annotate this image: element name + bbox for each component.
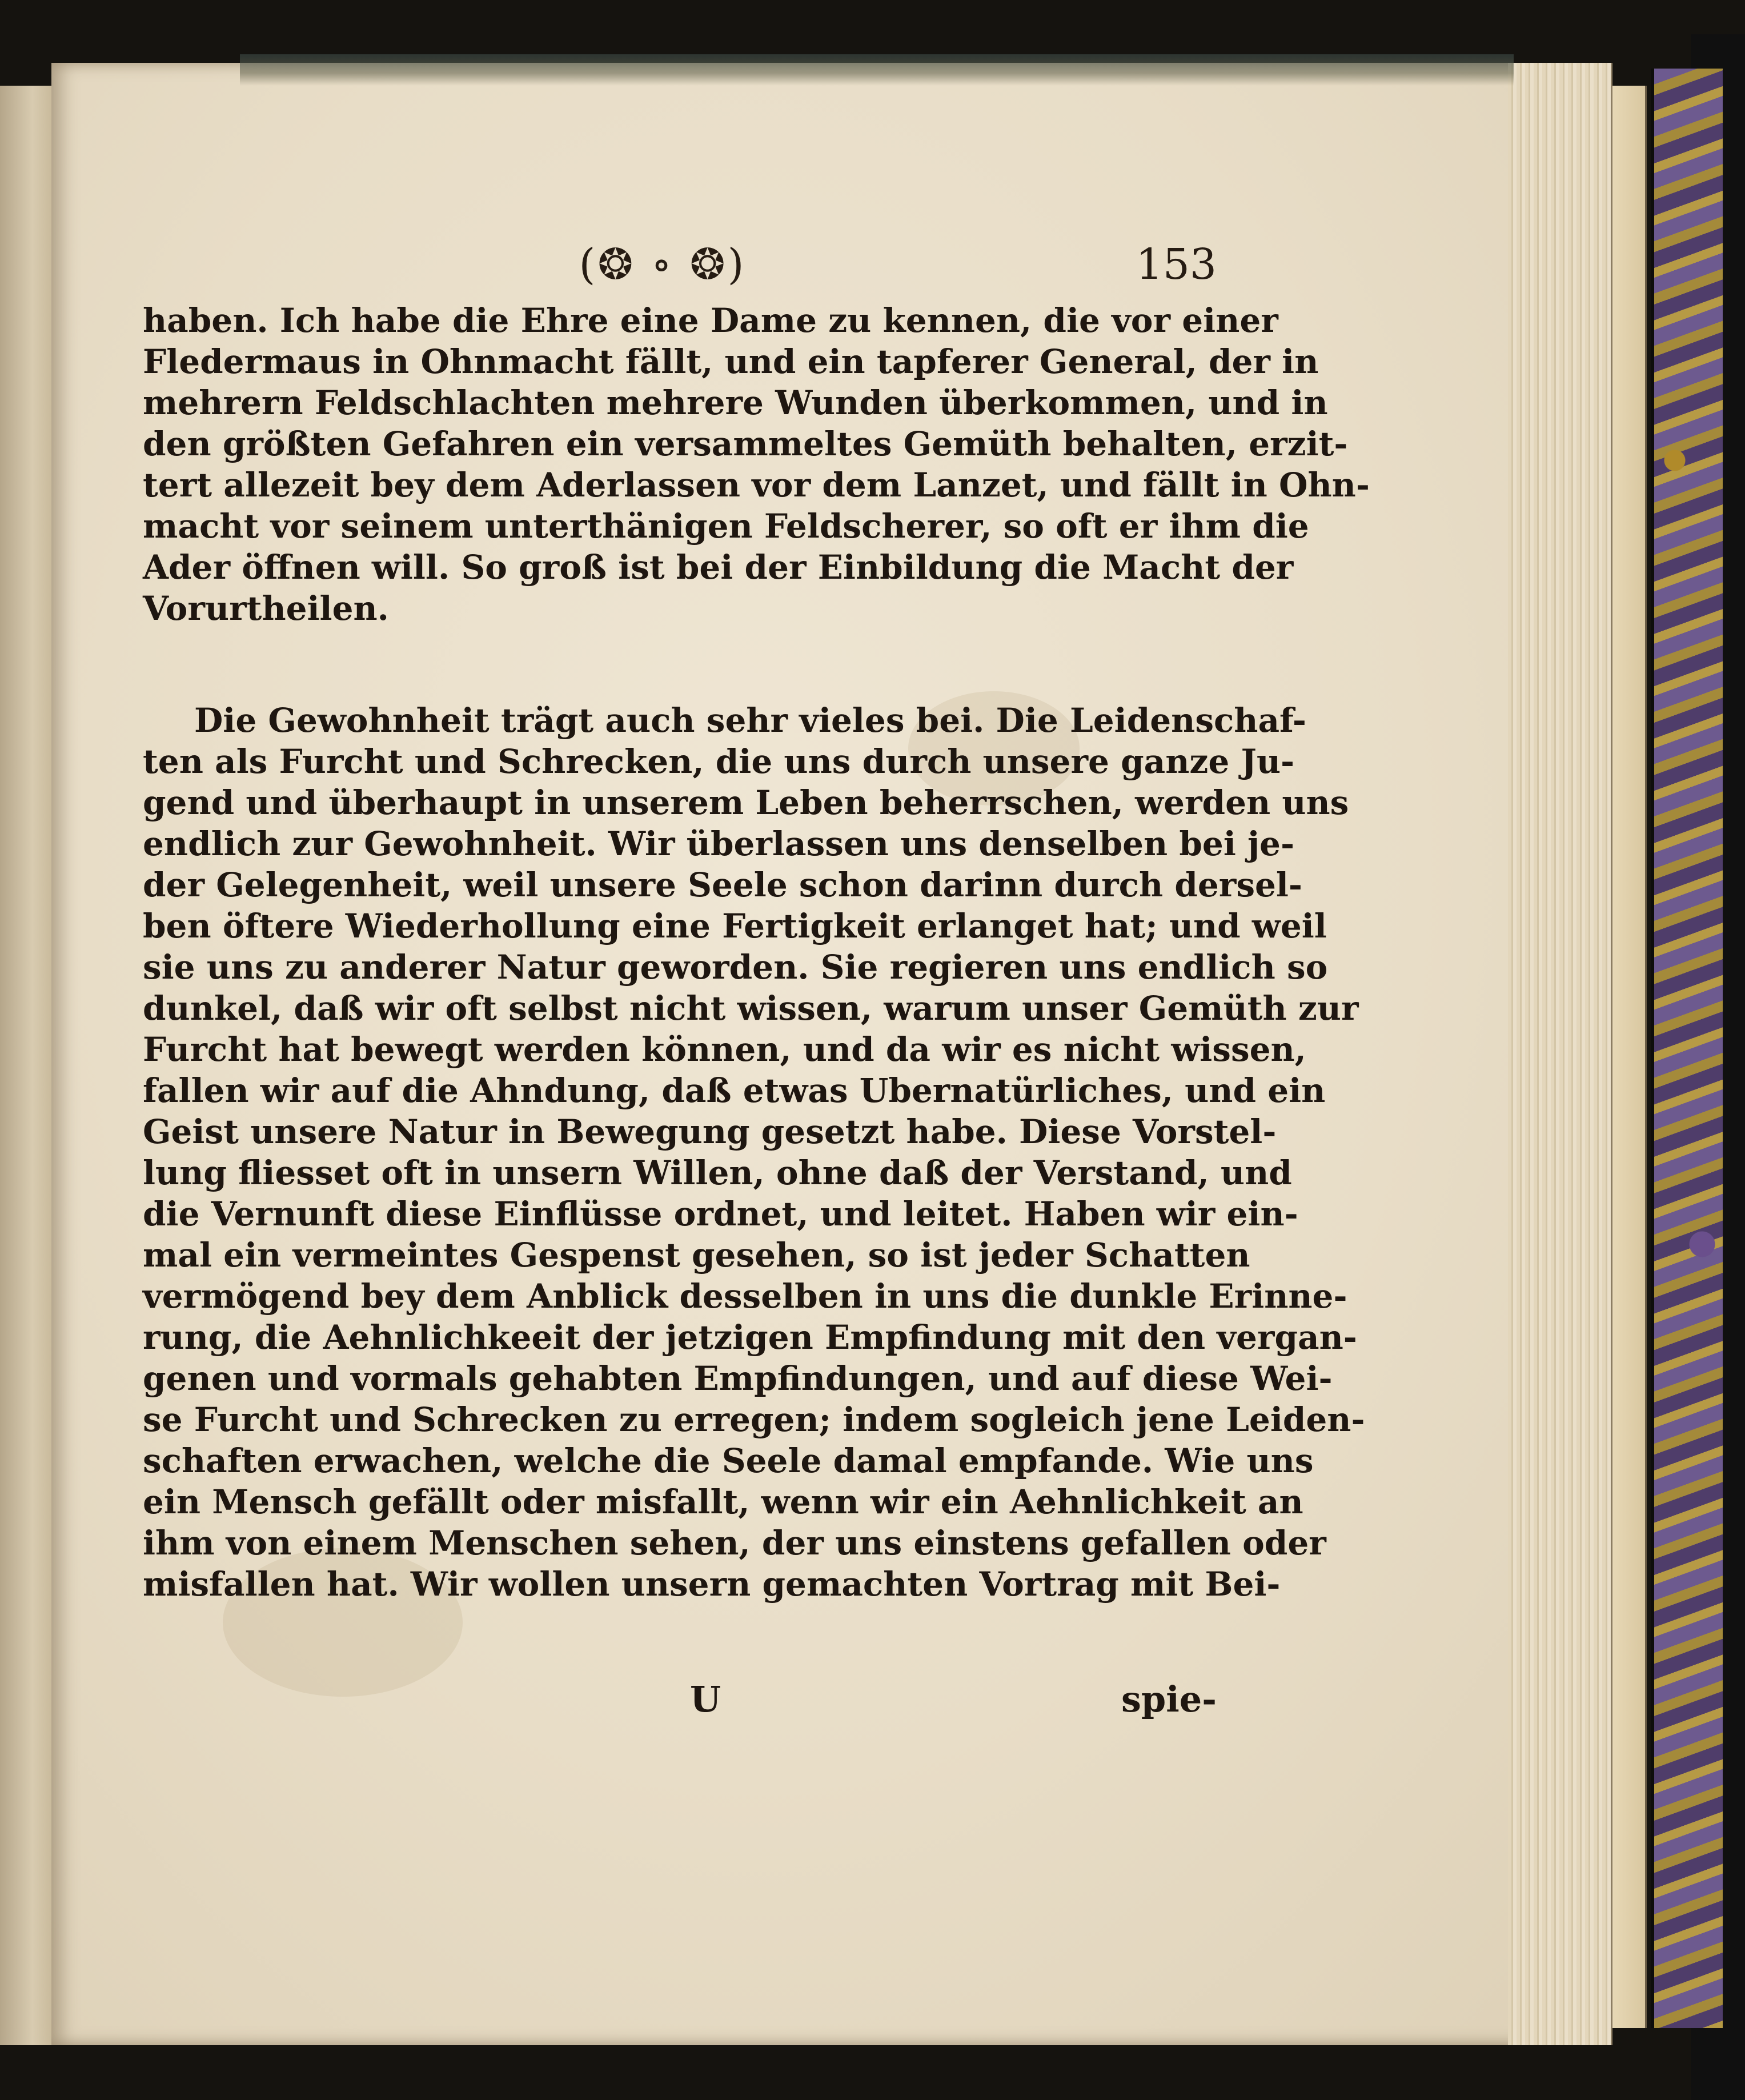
text-line: Geist unsere Natur in Bewegung gesetzt habe. Diese Vorstel- <box>143 1112 1277 1151</box>
text-line: Fledermaus in Ohnmacht fällt, und ein tapferer General, der in <box>143 342 1319 381</box>
catchword: spie- <box>1121 1678 1217 1720</box>
text-line: ihm von einem Menschen sehen, der uns einstens gefallen oder <box>143 1524 1326 1562</box>
text-line: ben öftere Wiederhollung eine Fertigkeit erlanget hat; und weil <box>143 907 1327 945</box>
text-line: Ader öffnen will. So groß ist bei der Einbildung die Macht der <box>143 548 1294 587</box>
text-line: Furcht hat bewegt werden können, und da wir es nicht wissen, <box>143 1030 1306 1069</box>
previous-page-edge <box>0 86 57 2045</box>
text-line: misfallen hat. Wir wollen unsern gemachten Vortrag mit Bei- <box>143 1565 1281 1604</box>
text-line: fallen wir auf die Ahndung, daß etwas Ubernatürliches, und ein <box>143 1071 1326 1110</box>
text-line: genen und vormals gehabten Empfindungen, und auf diese Wei- <box>143 1359 1333 1398</box>
text-line: tert allezeit bey dem Aderlassen vor dem Lanzet, und fällt in Ohn- <box>143 466 1370 504</box>
text-line: ein Mensch gefällt oder misfallt, wenn wir ein Aehnlichkeit an <box>143 1482 1303 1521</box>
text-line: den größten Gefahren ein versammeltes Gemüth behalten, erzit- <box>143 424 1348 463</box>
text-line: mehrern Feldschlachten mehrere Wunden überkommen, und in <box>143 383 1328 422</box>
text-line: sie uns zu anderer Natur geworden. Sie regieren uns endlich so <box>143 948 1328 987</box>
running-header <box>143 239 1217 290</box>
text-line: Vorurtheilen. <box>143 589 389 628</box>
header-ornament: (❂ ∘ ❂) <box>579 240 747 289</box>
page-block-edge <box>1611 86 1647 2028</box>
text-line: gend und überhaupt in unserem Leben beherrschen, werden uns <box>143 783 1349 822</box>
text-line: dunkel, daß wir oft selbst nicht wissen, warum unser Gemüth zur <box>143 989 1359 1028</box>
text-line: lung fliesset oft in unsern Willen, ohne daß der Verstand, und <box>143 1153 1292 1192</box>
text-line: endlich zur Gewohnheit. Wir überlassen uns denselben bei je- <box>143 824 1295 863</box>
text-line: schaften erwachen, welche die Seele damal empfande. Wie uns <box>143 1441 1314 1480</box>
text-line: Die Gewohnheit trägt auch sehr vieles bei. Die Leidenschaf- <box>194 701 1306 740</box>
text-line: haben. Ich habe die Ehre eine Dame zu kennen, die vor einer <box>143 301 1278 340</box>
marbled-cover-edge <box>1651 69 1723 2028</box>
top-edge-shadow <box>240 54 1514 86</box>
text-line: die Vernunft diese Einflüsse ordnet, und leitet. Haben wir ein- <box>143 1195 1298 1233</box>
signature-mark: U <box>689 1678 721 1720</box>
text-line: se Furcht und Schrecken zu erregen; indem sogleich jene Leiden- <box>143 1400 1365 1439</box>
text-line: mal ein vermeintes Gespenst gesehen, so ist jeder Schatten <box>143 1236 1250 1275</box>
text-line: ten als Furcht und Schrecken, die uns durch unsere ganze Ju- <box>143 742 1295 781</box>
text-line: vermögend bey dem Anblick desselben in uns die dunkle Erinne- <box>143 1277 1347 1316</box>
text-line: der Gelegenheit, weil unsere Seele schon darinn durch dersel- <box>143 865 1302 904</box>
text-line: macht vor seinem unterthänigen Feldscherer, so oft er ihm die <box>143 507 1309 546</box>
page-number: 153 <box>1136 240 1217 289</box>
page-fore-edge <box>1508 63 1612 2045</box>
text-line: rung, die Aehnlichkeeit der jetzigen Empfindung mit den vergan- <box>143 1318 1357 1357</box>
